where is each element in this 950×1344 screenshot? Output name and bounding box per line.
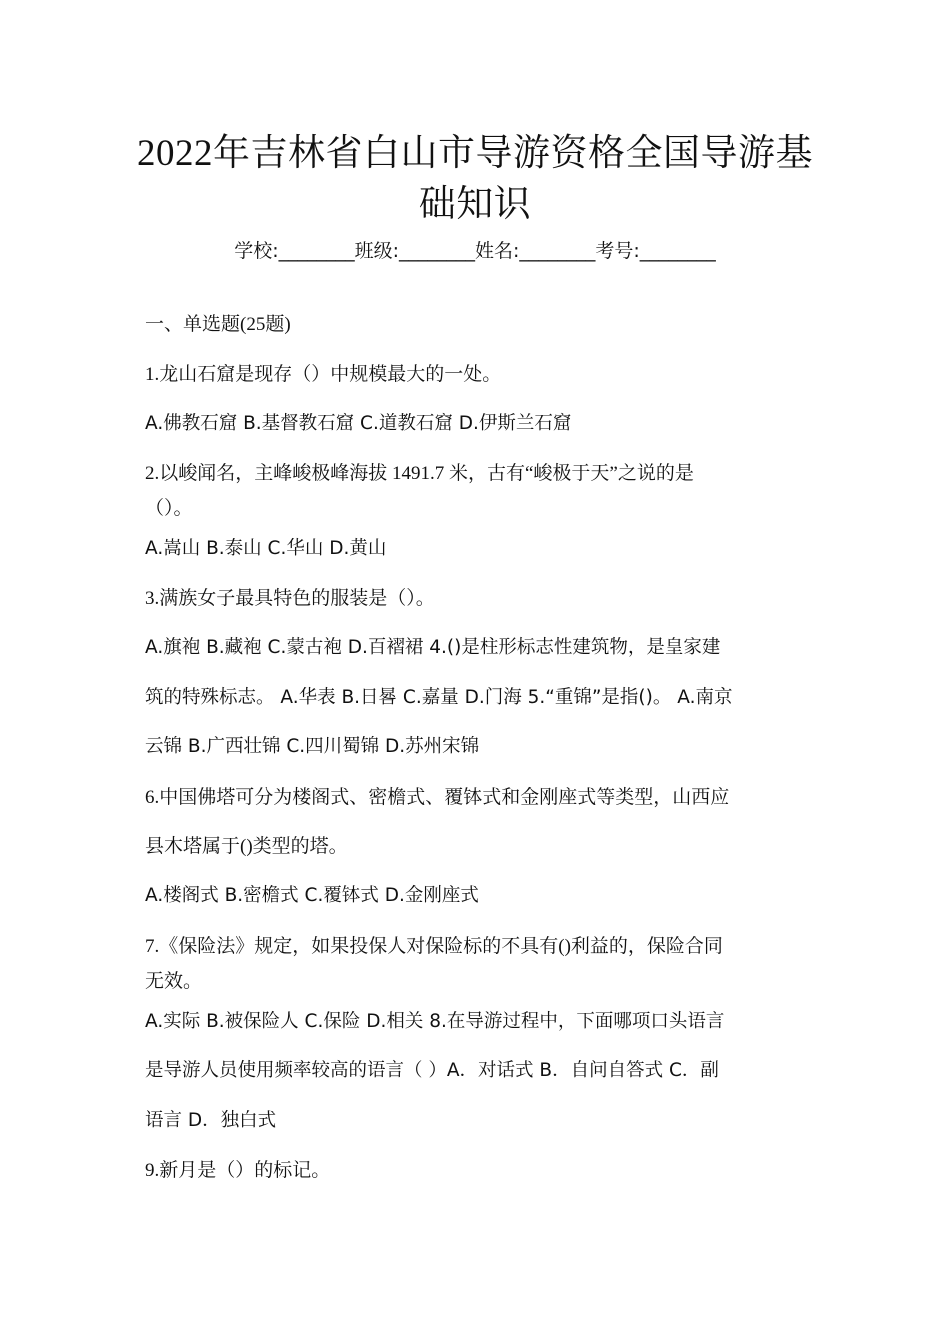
question-2-options: A.嵩山 B.泰山 C.华山 D.黄山 bbox=[145, 538, 387, 559]
question-6-line-1: 6.中国佛塔可分为楼阁式、密檐式、覆钵式和金刚座式等类型，山西应 bbox=[145, 787, 730, 808]
question-7-8-line-3: 语言 D．独白式 bbox=[145, 1110, 277, 1131]
question-3: 3.满族女子最具特色的服装是（）。 bbox=[145, 588, 435, 609]
question-3-5-line-3: 云锦 B.广西壮锦 C.四川蜀锦 D.苏州宋锦 bbox=[145, 736, 480, 757]
title-line-1: 2022年吉林省白山市导游资格全国导游基 bbox=[137, 133, 813, 174]
question-9: 9.新月是（）的标记。 bbox=[145, 1160, 331, 1181]
question-3-5-line-2: 筑的特殊标志。 A.华表 B.日晷 C.嘉量 D.门海 5.“重锦”是指()。 A.南京 bbox=[145, 687, 733, 708]
question-1: 1.龙山石窟是现存（）中规模最大的一处。 bbox=[145, 364, 502, 385]
question-3-5-line-1: A.旗袍 B.藏袍 C.蒙古袍 D.百褶裙 4.()是柱形标志性建筑物，是皇家建 bbox=[145, 637, 721, 658]
question-7-8-line-2: 是导游人员使用频率较高的语言（ ）A．对话式 B．自问自答式 C．副 bbox=[145, 1060, 719, 1081]
question-1-options: A.佛教石窟 B.基督教石窟 C.道教石窟 D.伊斯兰石窟 bbox=[145, 413, 572, 434]
question-2-line-1: 2.以峻闻名，主峰峻极峰海拔 1491.7 米，古有“峻极于天”之说的是 bbox=[145, 463, 694, 484]
student-info-line: 学校:________班级:________姓名:________考号:________ bbox=[234, 240, 716, 262]
question-7-line-1: 7.《保险法》规定，如果投保人对保险标的不具有()利益的，保险合同 bbox=[145, 936, 723, 957]
question-7-line-2: 无效。 bbox=[145, 971, 203, 992]
question-6-options: A.楼阁式 B.密檐式 C.覆钵式 D.金刚座式 bbox=[145, 885, 479, 906]
question-7-8-line-1: A.实际 B.被保险人 C.保险 D.相关 8.在导游过程中，下面哪项口头语言 bbox=[145, 1011, 725, 1032]
section-heading: 一、单选题(25题) bbox=[145, 314, 291, 335]
question-2-line-2: （）。 bbox=[145, 498, 193, 519]
title-line-2: 础知识 bbox=[418, 184, 532, 225]
document-title bbox=[100, 128, 850, 230]
question-6-line-2: 县木塔属于()类型的塔。 bbox=[145, 836, 348, 857]
